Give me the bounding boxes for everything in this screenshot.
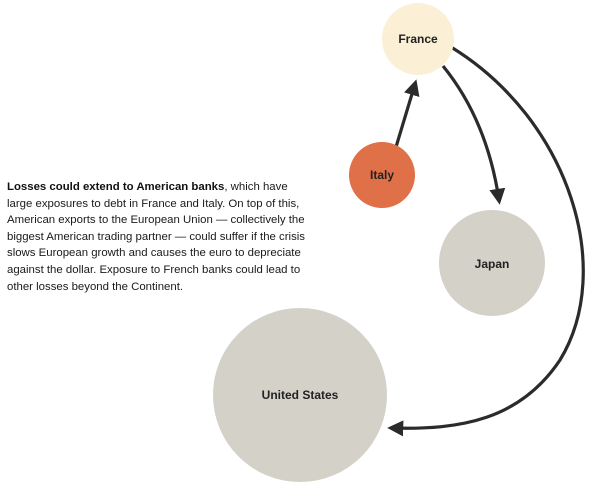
edge-italy-to-france <box>396 84 415 147</box>
node-japan-label: Japan <box>474 257 510 271</box>
description-lead: Losses could extend to American banks <box>7 181 225 193</box>
node-united-states-label: United States <box>261 388 339 402</box>
node-united-states <box>213 308 387 482</box>
node-france <box>382 3 454 75</box>
edge-france-to-japan <box>443 66 499 200</box>
node-italy-label: Italy <box>369 168 395 182</box>
node-france-label: France <box>398 32 438 46</box>
description-body: , which have large exposures to debt in France and Italy. On top of this, American exports to the European Union — collectively the biggest American trading partner — could suffer if the crisis slows European growth and causes the euro to depreciate against the dollar. Exposure to French banks could lead to other losses beyond the Continent. <box>7 181 305 293</box>
node-japan <box>439 210 545 316</box>
description-text <box>7 179 312 295</box>
node-italy <box>349 142 415 208</box>
